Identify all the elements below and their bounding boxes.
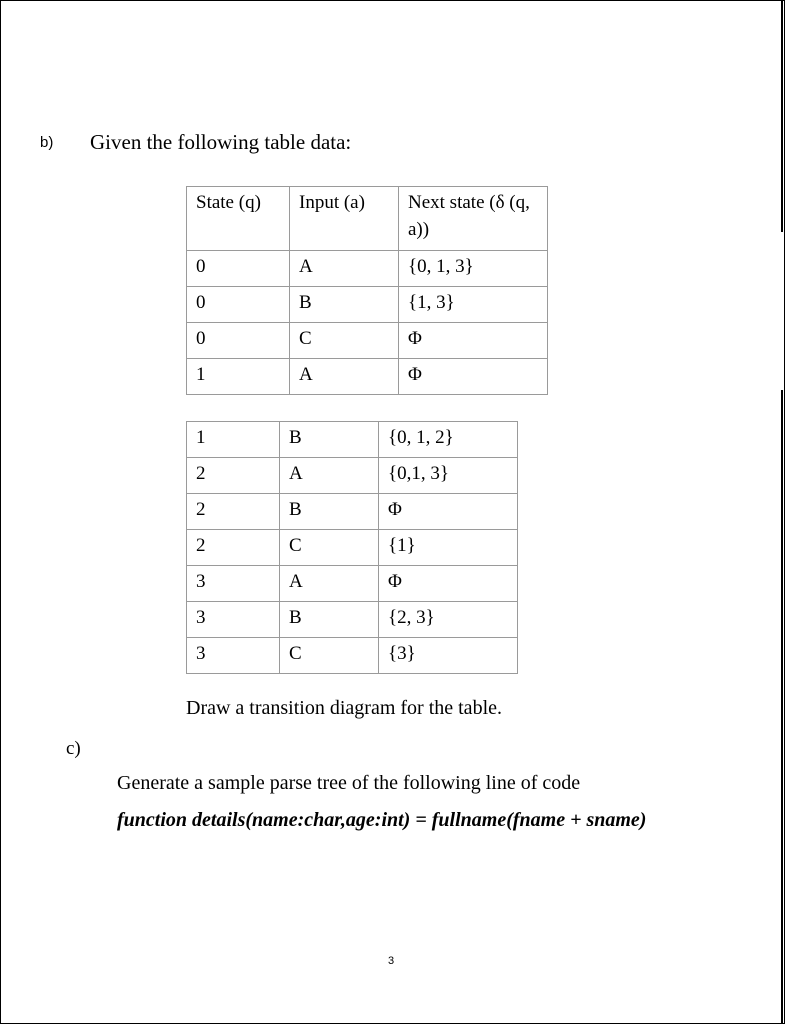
cell-next-state: Φ <box>379 494 518 530</box>
table-row <box>187 323 548 359</box>
cell-input: B <box>290 287 399 323</box>
cell-state: 1 <box>187 422 280 458</box>
table-row <box>187 359 548 395</box>
cell-state: 0 <box>187 323 290 359</box>
cell-state: 2 <box>187 530 280 566</box>
page-edge-mark <box>781 390 783 1024</box>
cell-input: A <box>280 566 379 602</box>
table-row <box>187 530 518 566</box>
cell-input: B <box>280 602 379 638</box>
cell-input: A <box>280 458 379 494</box>
header-next-state: Next state (δ (q, a)) <box>399 187 548 251</box>
table-row <box>187 494 518 530</box>
table-row <box>187 566 518 602</box>
transition-table-part-2 <box>186 421 518 674</box>
header-state: State (q) <box>187 187 290 251</box>
header-input: Input (a) <box>290 187 399 251</box>
section-b-label: b) <box>40 134 54 151</box>
cell-input: B <box>280 494 379 530</box>
cell-state: 2 <box>187 458 280 494</box>
cell-next-state: {0, 1, 3} <box>399 251 548 287</box>
page-edge-mark <box>781 0 783 232</box>
cell-next-state: {0,1, 3} <box>379 458 518 494</box>
cell-state: 2 <box>187 494 280 530</box>
table-row <box>187 458 518 494</box>
cell-state: 3 <box>187 566 280 602</box>
cell-input: C <box>290 323 399 359</box>
cell-input: B <box>280 422 379 458</box>
cell-next-state: {3} <box>379 638 518 674</box>
cell-next-state: Φ <box>399 323 548 359</box>
cell-input: C <box>280 638 379 674</box>
table-header-row <box>187 187 548 251</box>
cell-state: 1 <box>187 359 290 395</box>
table-row <box>187 251 548 287</box>
code-line: function details(name:char,age:int) = fullname(fname + sname) <box>117 809 647 831</box>
cell-state: 3 <box>187 602 280 638</box>
section-c-label: c) <box>66 738 81 759</box>
table-row <box>187 638 518 674</box>
section-c-task: Generate a sample parse tree of the following line of code <box>117 772 581 794</box>
page-number: 3 <box>388 955 395 967</box>
table-row <box>187 287 548 323</box>
cell-state: 0 <box>187 287 290 323</box>
section-b-heading: Given the following table data: <box>90 130 352 154</box>
cell-next-state: {1} <box>379 530 518 566</box>
table-row <box>187 602 518 638</box>
section-b-instruction: Draw a transition diagram for the table. <box>186 697 502 719</box>
cell-input: C <box>280 530 379 566</box>
cell-next-state: Φ <box>379 566 518 602</box>
cell-next-state: {0, 1, 2} <box>379 422 518 458</box>
cell-next-state: {1, 3} <box>399 287 548 323</box>
cell-state: 0 <box>187 251 290 287</box>
cell-state: 3 <box>187 638 280 674</box>
cell-input: A <box>290 251 399 287</box>
cell-input: A <box>290 359 399 395</box>
cell-next-state: {2, 3} <box>379 602 518 638</box>
table-row <box>187 422 518 458</box>
transition-table-part-1 <box>186 186 548 395</box>
cell-next-state: Φ <box>399 359 548 395</box>
